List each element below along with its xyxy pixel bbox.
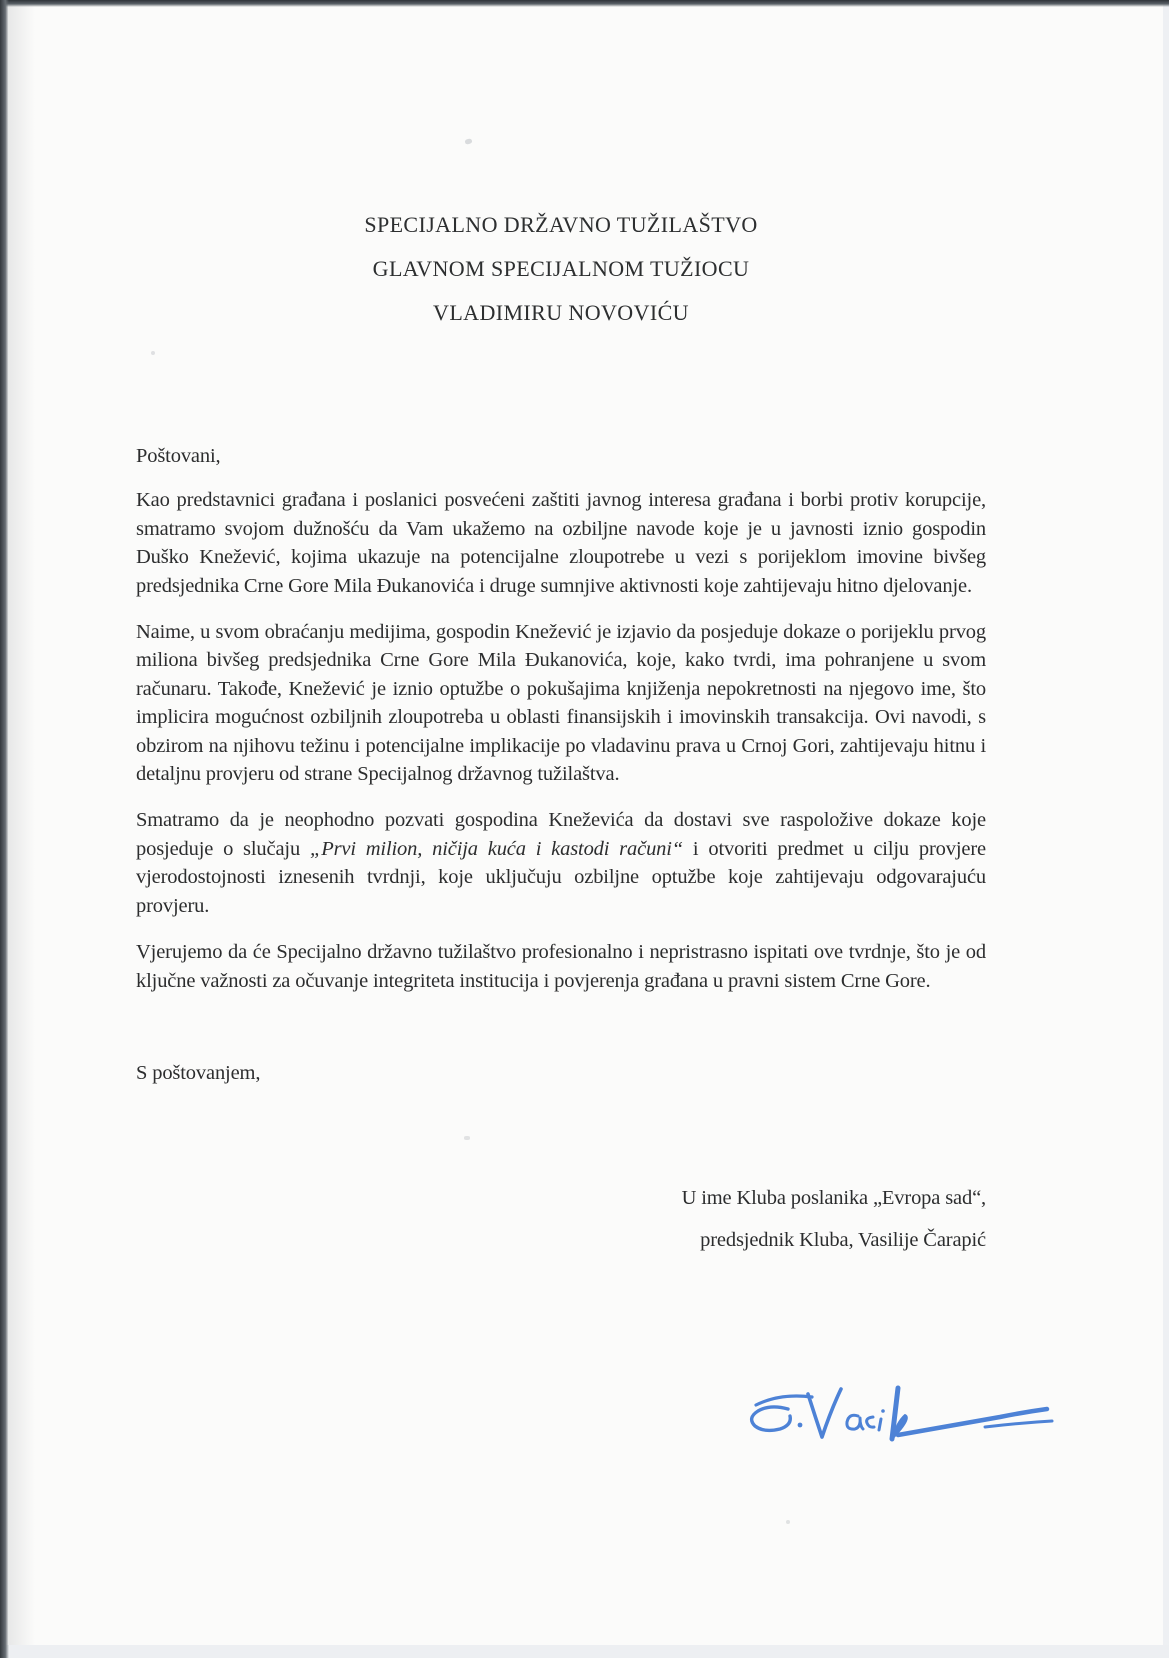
paragraph-4: Vjerujemo da će Specijalno državno tužilaštvo profesionalno i nepristrasno ispitati ove tvrdnje, što je od ključne važnosti za očuvanje integriteta institucija i povjerenja građana u pravni sistem Crne Gore. [136, 941, 986, 992]
paragraph-1: Kao predstavnici građana i poslanici posvećeni zaštiti javnog interesa građana i borbi protiv korupcije, smatramo svojom dužnošću da Vam ukažemo na ozbiljne navode koje je u javnosti iznio gospodin Duško Knežević, kojima ukazuje na potencijalne zloupotrebe u vezi s porijeklom imovine bivšeg predsjednika Crne Gore Mila Đukanovića i druge sumnjive aktivnosti koje zahtijevaju hitno djelovanje. [136, 489, 986, 597]
header-line-institution: SPECIJALNO DRŽAVNO TUŽILAŠTVO [364, 212, 758, 237]
header-line-name: VLADIMIRU NOVOVIĆU [433, 300, 689, 325]
greeting: Poštovani, [136, 445, 221, 467]
closing-salutation: S poštovanjem, [136, 1061, 261, 1084]
signature-club-line: U ime Kluba poslanika „Evropa sad“, [681, 1187, 986, 1210]
handwritten-signature-icon [700, 1378, 1060, 1453]
paragraph-3-post: i otvoriti predmet u cilju provjere vjerodostojnosti iznesenih tvrdnji, koje uključuju ozbiljne optužbe koje zahtijevaju odgovarajuću provjeru. [136, 837, 986, 917]
recipient-header [136, 203, 986, 335]
scan-speck [464, 1136, 470, 1140]
signature-president-line: predsjednik Kluba, Vasilije Čarapić [700, 1229, 986, 1252]
header-line-role: GLAVNOM SPECIJALNOM TUŽIOCU [372, 256, 750, 281]
paragraph-2: Naime, u svom obraćanju medijima, gospodin Knežević je izjavio da posjeduje dokaze o porijeklu prvog miliona bivšeg predsjednika Crne Gore Mila Đukanovića, koje, kako tvrdi, ima pohranjene u svom računaru. Takođe, Knežević je iznio optužbe o pokušajima knjiženja nepokretnosti na njegovo ime, što implicira mogućnost ozbiljnih zloupotreba u oblasti finansijskih i imovinskih transakcija. Ovi navodi, s obzirom na njihovu težinu i potencijalne implikacije po vladavinu prava u Crnoj Gori, zahtijevaju hitnu i detaljnu provjeru od strane Specijalnog državnog tužilaštva. [136, 621, 986, 786]
signature-block [136, 1177, 986, 1261]
paragraph-3 [136, 806, 986, 920]
scan-speck [786, 1520, 790, 1524]
scan-speck [464, 138, 472, 145]
scan-speck [151, 351, 155, 355]
paragraph-3-pre: Smatramo da je neophodno pozvati gospodina Kneževića da dostavi sve raspoložive dokaze koje posjeduje o slučaju [136, 809, 986, 860]
case-title-quote: „Prvi milion, ničija kuća i kastodi računi“ [309, 837, 684, 860]
scan-edge-left [0, 0, 9, 1658]
letter-body [136, 442, 986, 1261]
scan-edge-right [1163, 4, 1169, 1658]
scan-left-shadow [9, 0, 35, 1658]
scan-edge-top [0, 0, 1169, 7]
scan-edge-bottom [6, 1645, 1169, 1658]
